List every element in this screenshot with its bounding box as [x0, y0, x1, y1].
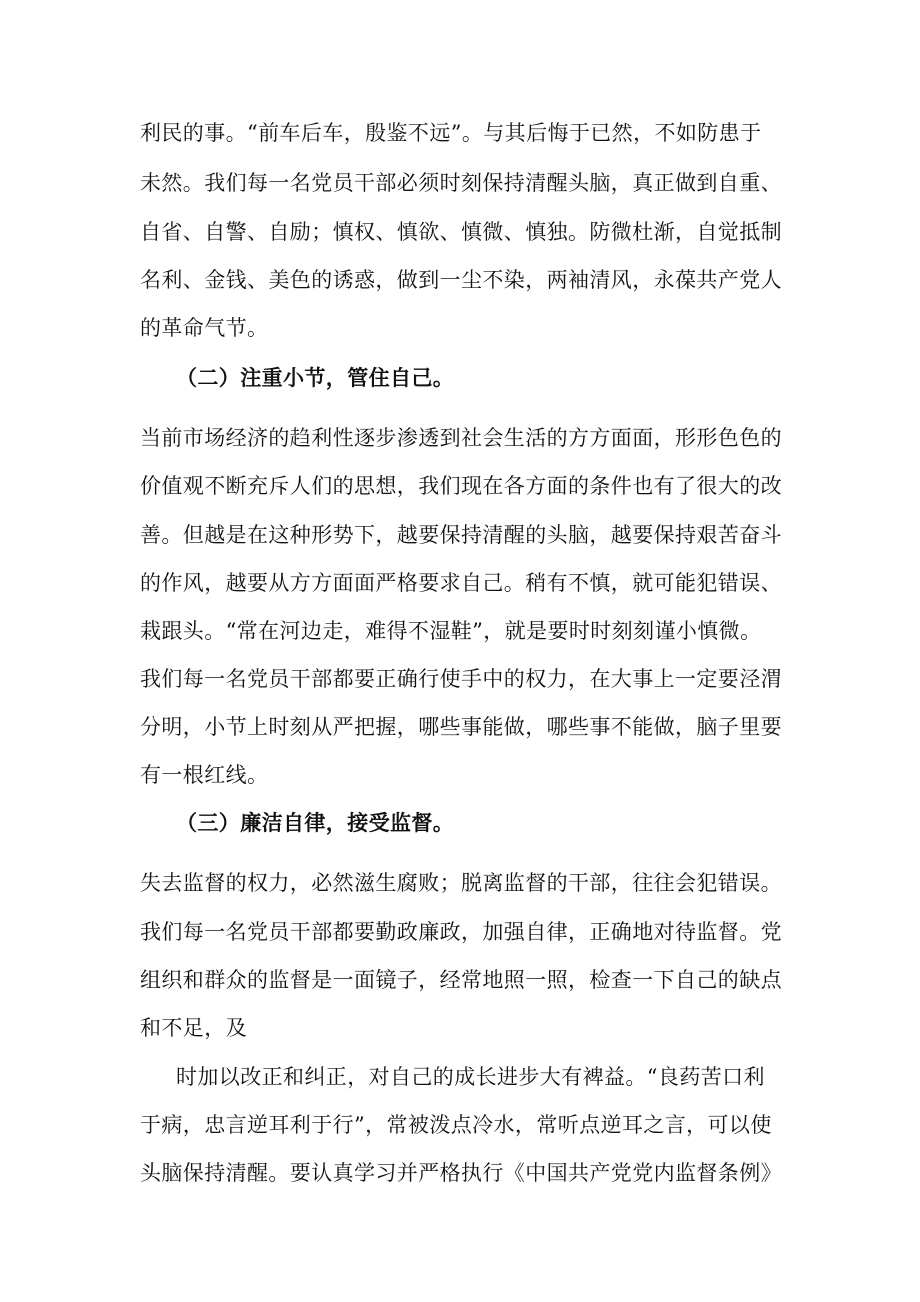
- paragraph-line: 未然。我们每一名党员干部必须时刻保持清醒头脑，真正做到自重、: [140, 171, 782, 195]
- paragraph-line: 有一根红线。: [140, 763, 269, 787]
- paragraph-line: 名利、金钱、美色的诱惑，做到一尘不染，两袖清风，永葆共产党人: [140, 268, 782, 292]
- paragraph-line: 的革命气节。: [140, 316, 269, 340]
- paragraph-line: 价值观不断充斥人们的思想，我们现在各方面的条件也有了很大的改: [140, 474, 782, 498]
- paragraph-line: 栽跟头。“常在河边走，难得不湿鞋”，就是要时时刻刻谨小慎微。: [140, 619, 762, 643]
- paragraph-line: 善。但越是在这种形势下，越要保持清醒的头脑，越要保持艰苦奋斗: [140, 523, 782, 547]
- paragraph-line: 自省、自警、自励；慎权、慎欲、慎微、慎独。防微杜渐，自觉抵制: [140, 220, 782, 244]
- paragraph-line: 我们每一名党员干部都要勤政廉政，加强自律，正确地对待监督。党: [140, 920, 782, 944]
- paragraph-line: 头脑保持清醒。要认真学习并严格执行《中国共产党党内监督条例》: [140, 1161, 782, 1185]
- section-heading: （二）注重小节，管住自己。: [176, 365, 455, 390]
- paragraph-line: 利民的事。“前车后车，殷鉴不远”。与其后悔于已然，不如防患于: [140, 121, 762, 145]
- paragraph-line: 时加以改正和纠正，对自己的成长进步大有裨益。“良药苦口利: [176, 1065, 765, 1089]
- section-heading: （三）廉洁自律，接受监督。: [176, 810, 455, 835]
- paragraph-line: 当前市场经济的趋利性逐步渗透到社会生活的方方面面，形形色色的: [140, 426, 782, 450]
- paragraph-line: 组织和群众的监督是一面镜子，经常地照一照，检查一下自己的缺点: [140, 968, 782, 992]
- paragraph-line: 失去监督的权力，必然滋生腐败；脱离监督的干部，往往会犯错误。: [140, 871, 782, 895]
- paragraph-line: 的作风，越要从方方面面严格要求自己。稍有不慎，就可能犯错误、: [140, 571, 782, 595]
- paragraph-line: 我们每一名党员干部都要正确行使手中的权力，在大事上一定要泾渭: [140, 667, 782, 691]
- paragraph-line: 于病，忠言逆耳利于行”，常被泼点冷水，常听点逆耳之言，可以使: [140, 1113, 772, 1137]
- paragraph-line: 分明，小节上时刻从严把握，哪些事能做，哪些事不能做，脑子里要: [140, 715, 782, 739]
- paragraph-line: 和不足，及: [140, 1016, 247, 1040]
